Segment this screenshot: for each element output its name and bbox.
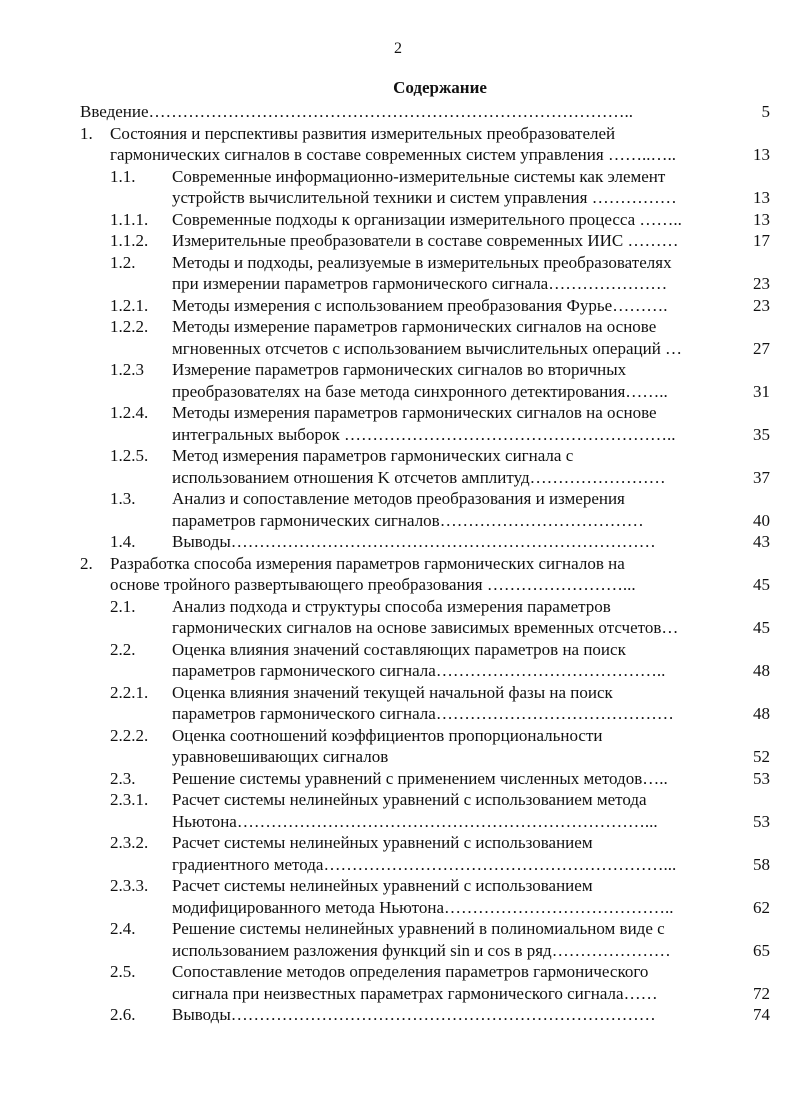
toc-entry-line: модифицированного метода Ньютона………………………………….. [172,897,674,917]
toc-entry [0,1004,796,1026]
toc-entry-title [172,531,734,553]
toc-entry-page: 53 [753,811,770,831]
toc-entry [0,123,796,166]
toc-entry-line: Сопоставление методов определения параметров гармонического [172,962,649,981]
toc-entry-number: 1.3. [110,489,136,508]
toc-entry-line: параметров гармонического сигнала………………………………….. [172,661,666,680]
toc-entry-number: 1. [80,123,93,143]
toc-entry [0,252,796,295]
toc-entry-line: Ньютона………………………………………………………………... [172,811,658,831]
toc-entry-line: при измерении параметров гармонического сигнала………………… [172,274,668,293]
toc-entry-number: 2.6. [110,1005,136,1024]
toc-entry-number: 1.1.2. [110,231,149,250]
toc-entry-title [172,789,734,832]
toc-entry-title [172,639,734,682]
toc-entry-line: уравновешивающих сигналов [172,747,389,766]
page-title: Содержание [393,78,487,97]
toc-entry-line: преобразователях на базе метода синхронного детектирования…….. [172,381,668,401]
table-of-contents [0,101,796,1026]
toc-entry-title [110,123,734,166]
toc-entry-number: 2.3.2. [110,833,149,852]
toc-entry-number: 2.2.2. [110,725,149,745]
toc-entry-title [172,295,734,317]
toc-entry-line: Расчет системы нелинейных уравнений с использованием [172,876,593,895]
toc-entry-number: 2.3. [110,768,136,788]
toc-entry-title [80,101,734,123]
toc-entry-line: Состояния и перспективы развития измерительных преобразователей [110,123,616,143]
toc-entry [0,725,796,768]
toc-entry-title [172,596,734,639]
toc-entry-title [172,1004,734,1026]
toc-entry-page: 13 [753,209,770,229]
toc-entry-line: сигнала при неизвестных параметрах гармонического сигнала…… [172,983,658,1003]
toc-entry-number: 2.1. [110,596,136,616]
toc-entry [0,316,796,359]
toc-entry-line: Введение………………………………………………………………………….. [80,102,634,121]
toc-entry-page: 5 [761,102,770,121]
toc-entry [0,596,796,639]
toc-entry-page: 35 [753,424,770,444]
toc-entry-page: 48 [753,661,770,680]
toc-entry-number: 1.2.1. [110,295,149,315]
toc-entry-page: 65 [753,940,770,960]
toc-entry-line: Анализ и сопоставление методов преобразования и измерения [172,489,625,508]
toc-entry-title [172,768,734,790]
toc-entry-number: 2.2. [110,639,136,659]
toc-entry-line: Метод измерения параметров гармонических сигнала с [172,446,574,465]
toc-entry-number: 2.3.1. [110,790,149,809]
toc-entry-title [110,553,734,596]
toc-entry-number: 2.4. [110,919,136,938]
toc-entry-line: Расчет системы нелинейных уравнений с использованием метода [172,790,647,809]
toc-entry-title [172,445,734,488]
toc-entry-line: основе тройного развертывающего преобразования ……………………... [110,575,636,594]
toc-entry-number: 2. [80,553,93,573]
toc-entry-line: Современные информационно-измерительные системы как элемент [172,166,666,186]
toc-entry [0,402,796,445]
toc-entry-number: 1.2.4. [110,403,149,422]
toc-entry-number: 1.2.3 [110,360,144,379]
toc-entry-title [172,359,734,402]
toc-entry-title [172,252,734,295]
toc-entry [0,101,796,123]
toc-entry-page: 23 [753,274,770,293]
toc-entry-title [172,875,734,918]
toc-entry-number: 1.2.2. [110,317,149,336]
toc-entry [0,445,796,488]
toc-entry-page: 62 [753,897,770,917]
toc-entry-line: Выводы………………………………………………………………… [172,1005,656,1024]
toc-entry-line: Расчет системы нелинейных уравнений с использованием [172,833,593,852]
toc-entry [0,875,796,918]
toc-entry [0,682,796,725]
toc-entry-number: 2.5. [110,962,136,981]
toc-entry-page: 43 [753,532,770,551]
toc-entry [0,166,796,209]
toc-entry-line: Разработка способа измерения параметров гармонических сигналов на [110,553,625,573]
toc-entry-number: 2.3.3. [110,876,149,895]
toc-entry-page: 13 [753,145,770,164]
page-number: 2 [394,40,402,57]
toc-entry-page: 17 [753,231,770,250]
toc-entry-line: использованием отношения K отсчетов амплитуд…………………… [172,467,666,487]
toc-entry-number: 1.1.1. [110,209,149,229]
toc-entry-page: 31 [753,381,770,401]
toc-entry-page: 74 [753,1005,770,1024]
toc-entry-line: использованием разложения функций sin и cos в ряд………………… [172,940,671,960]
toc-entry-line: Оценка соотношений коэффициентов пропорциональности [172,725,603,745]
toc-entry-line: Методы измерения параметров гармонических сигналов на основе [172,403,657,422]
toc-entry-line: Выводы………………………………………………………………… [172,532,656,551]
toc-entry [0,832,796,875]
toc-entry-title [172,402,734,445]
toc-entry [0,639,796,682]
toc-entry-line: Измерение параметров гармонических сигналов во вторичных [172,360,627,379]
toc-entry [0,553,796,596]
toc-entry-line: градиентного метода……………………………………………………... [172,854,677,874]
toc-entry [0,359,796,402]
toc-entry-title [172,682,734,725]
toc-entry-title [172,832,734,875]
toc-entry-page: 37 [753,467,770,487]
toc-entry [0,295,796,317]
toc-entry-page: 27 [753,338,770,358]
toc-entry-number: 1.4. [110,532,136,551]
toc-entry-page: 72 [753,983,770,1003]
toc-entry-title [172,961,734,1004]
toc-entry [0,918,796,961]
toc-entry-page: 23 [753,295,770,315]
toc-entry-line: Анализ подхода и структуры способа измерения параметров [172,596,611,616]
toc-entry-line: Оценка влияния значений составляющих параметров на поиск [172,639,626,659]
toc-entry-number: 1.2.5. [110,446,149,465]
toc-entry-page: 40 [753,510,770,530]
toc-entry-line: Методы измерение параметров гармонических сигналов на основе [172,317,657,336]
toc-entry-number: 2.2.1. [110,682,149,702]
toc-entry-line: Измерительные преобразователи в составе современных ИИС ……… [172,231,679,250]
toc-entry [0,531,796,553]
toc-entry-line: параметров гармонических сигналов……………………………… [172,510,644,530]
toc-entry-title [172,209,734,231]
toc-entry-line: Решение системы нелинейных уравнений в полиномиальном виде с [172,919,665,938]
toc-entry-line: Решение системы уравнений с применением численных методов….. [172,768,668,788]
toc-entry-number: 1.2. [110,252,136,272]
toc-entry [0,961,796,1004]
toc-entry-number: 1.1. [110,166,136,186]
toc-entry-line: параметров гармонического сигнала…………………………………… [172,704,674,723]
toc-entry-page: 13 [753,188,770,207]
toc-entry-line: мгновенных отсчетов с использованием вычислительных операций … [172,338,683,358]
toc-entry-page: 45 [753,618,770,637]
toc-entry-page: 45 [753,575,770,594]
toc-entry-line: Современные подходы к организации измерительного процесса …….. [172,209,682,229]
toc-entry-title [172,725,734,768]
toc-entry-line: устройств вычислительной техники и систем управления …………… [172,188,677,207]
toc-entry-page: 58 [753,854,770,874]
toc-entry-line: гармонических сигналов на основе зависимых временных отсчетов… [172,618,679,637]
toc-entry-line: интегральных выборок ………………………………………………….. [172,424,676,444]
toc-entry-page: 48 [753,704,770,723]
toc-entry-line: гармонических сигналов в составе современных систем управления ……..….. [110,145,676,164]
toc-entry [0,209,796,231]
toc-entry-line: Методы измерения с использованием преобразования Фурье………. [172,295,668,315]
toc-entry [0,768,796,790]
toc-entry [0,488,796,531]
toc-entry-line: Оценка влияния значений текущей начальной фазы на поиск [172,682,613,702]
toc-entry [0,230,796,252]
toc-entry-title [172,166,734,209]
toc-entry-title [172,488,734,531]
toc-entry-line: Методы и подходы, реализуемые в измерительных преобразователях [172,252,672,272]
toc-entry-page: 53 [753,768,770,788]
toc-entry [0,789,796,832]
toc-entry-title [172,316,734,359]
toc-entry-page: 52 [753,747,770,766]
toc-entry-title [172,918,734,961]
toc-entry-title [172,230,734,252]
